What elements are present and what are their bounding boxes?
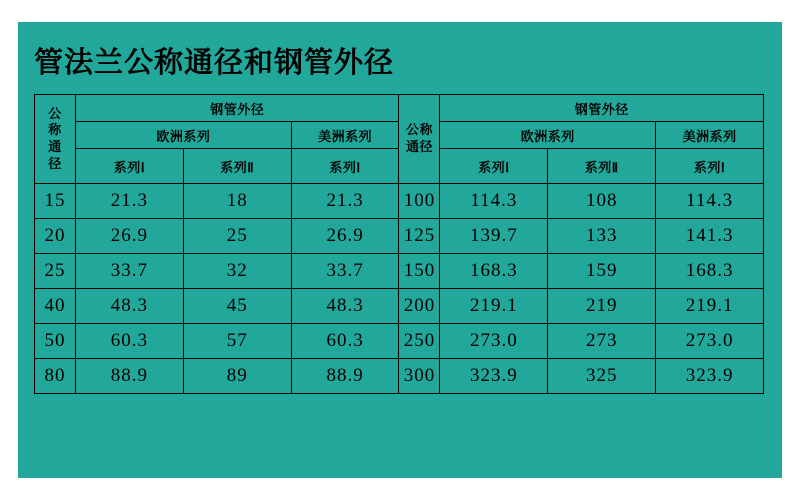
cell-eu1-left: 21.3: [76, 184, 184, 219]
header-nominal-diameter-left: 公 称 通 径: [35, 95, 76, 184]
content-panel: [18, 22, 782, 478]
header-american-series-right: 美洲系列: [656, 122, 764, 149]
cell-am1-left: 21.3: [291, 184, 399, 219]
header-outer-diameter-left: 钢管外径: [76, 95, 399, 122]
cell-eu1-left: 88.9: [76, 359, 184, 394]
cell-eu2-left: 57: [183, 324, 291, 359]
cell-eu2-right: 325: [548, 359, 656, 394]
table-head: [35, 95, 764, 184]
cell-eu1-right: 323.9: [440, 359, 548, 394]
cell-eu1-right: 168.3: [440, 254, 548, 289]
table-body: [35, 184, 764, 394]
cell-am1-right: 273.0: [656, 324, 764, 359]
cell-eu1-left: 48.3: [76, 289, 184, 324]
cell-am1-left: 88.9: [291, 359, 399, 394]
cell-am1-right: 141.3: [656, 219, 764, 254]
cell-eu1-left: 60.3: [76, 324, 184, 359]
cell-dn-left: 20: [35, 219, 76, 254]
cell-am1-right: 323.9: [656, 359, 764, 394]
cell-eu2-right: 219: [548, 289, 656, 324]
header-series-2-eu-right: 系列Ⅱ: [548, 149, 656, 184]
cell-eu2-right: 159: [548, 254, 656, 289]
cell-dn-left: 40: [35, 289, 76, 324]
header-series-2-eu-left: 系列Ⅱ: [183, 149, 291, 184]
table-row: [35, 359, 764, 394]
cell-eu2-left: 32: [183, 254, 291, 289]
table-row: [35, 289, 764, 324]
cell-dn-right: 200: [399, 289, 440, 324]
cell-eu2-right: 133: [548, 219, 656, 254]
header-series-1-eu-right: 系列Ⅰ: [440, 149, 548, 184]
header-series-1-am-left: 系列Ⅰ: [291, 149, 399, 184]
header-series-1-eu-left: 系列Ⅰ: [76, 149, 184, 184]
cell-dn-left: 25: [35, 254, 76, 289]
cell-am1-right: 114.3: [656, 184, 764, 219]
cell-eu1-right: 114.3: [440, 184, 548, 219]
cell-eu2-left: 25: [183, 219, 291, 254]
cell-am1-left: 60.3: [291, 324, 399, 359]
header-nominal-diameter-right: 公称 通径: [399, 95, 440, 184]
table-row: [35, 184, 764, 219]
cell-eu2-right: 108: [548, 184, 656, 219]
table-row: [35, 219, 764, 254]
cell-am1-right: 168.3: [656, 254, 764, 289]
cell-eu1-right: 219.1: [440, 289, 548, 324]
cell-eu1-right: 273.0: [440, 324, 548, 359]
cell-eu2-left: 45: [183, 289, 291, 324]
cell-dn-left: 80: [35, 359, 76, 394]
cell-dn-left: 15: [35, 184, 76, 219]
header-outer-diameter-right: 钢管外径: [440, 95, 764, 122]
cell-eu2-left: 89: [183, 359, 291, 394]
header-european-series-right: 欧洲系列: [440, 122, 656, 149]
cell-dn-right: 300: [399, 359, 440, 394]
cell-eu2-left: 18: [183, 184, 291, 219]
cell-am1-left: 33.7: [291, 254, 399, 289]
cell-dn-right: 250: [399, 324, 440, 359]
table-row: [35, 324, 764, 359]
header-row-1: [35, 95, 764, 122]
cell-eu2-right: 273: [548, 324, 656, 359]
cell-eu1-left: 26.9: [76, 219, 184, 254]
cell-am1-right: 219.1: [656, 289, 764, 324]
cell-dn-right: 150: [399, 254, 440, 289]
header-european-series-left: 欧洲系列: [76, 122, 292, 149]
cell-eu1-left: 33.7: [76, 254, 184, 289]
spec-table-container: [34, 94, 764, 394]
page-title: 管法兰公称通径和钢管外径: [34, 47, 395, 79]
pipe-flange-table: [34, 94, 764, 394]
cell-am1-left: 48.3: [291, 289, 399, 324]
cell-dn-left: 50: [35, 324, 76, 359]
cell-eu1-right: 139.7: [440, 219, 548, 254]
table-row: [35, 254, 764, 289]
cell-dn-right: 100: [399, 184, 440, 219]
cell-dn-right: 125: [399, 219, 440, 254]
cell-am1-left: 26.9: [291, 219, 399, 254]
header-american-series-left: 美洲系列: [291, 122, 399, 149]
header-series-1-am-right: 系列Ⅰ: [656, 149, 764, 184]
